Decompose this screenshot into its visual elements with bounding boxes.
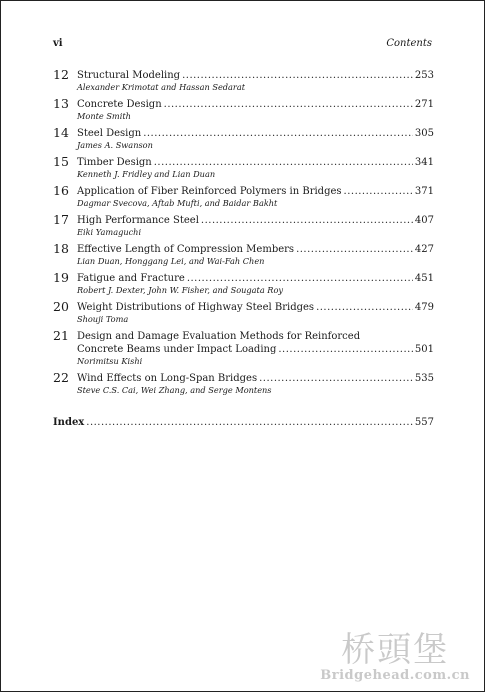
leader-dots (187, 272, 413, 285)
toc-entry[interactable] (53, 125, 434, 154)
chapter-title: Effective Length of Compression Members (77, 244, 295, 255)
toc-entry[interactable] (53, 183, 434, 212)
leader-dots (296, 243, 413, 256)
toc-entry[interactable] (53, 67, 434, 96)
chapter-authors: Dagmar Svecova, Aftab Mufti, and Baidar Bakht (77, 198, 278, 208)
chapter-title: Weight Distributions of Highway Steel Bridges (77, 302, 315, 313)
toc-entry[interactable] (53, 241, 434, 270)
chapter-authors: Monte Smith (77, 111, 131, 121)
page-ref: 253 (414, 70, 434, 81)
chapter-number: 13 (53, 96, 69, 111)
toc-entry[interactable] (53, 370, 434, 399)
toc-entry[interactable] (53, 270, 434, 299)
watermark-site: Bridgehead.com.cn (320, 668, 470, 683)
page-ref: 341 (414, 157, 434, 168)
chapter-authors: Kenneth J. Fridley and Lian Duan (77, 169, 216, 179)
chapter-authors: Eiki Yamaguchi (77, 227, 142, 237)
page-ref: 501 (414, 344, 434, 355)
leader-dots (182, 69, 413, 82)
table-of-contents (53, 67, 434, 399)
page-number-header: vi (53, 38, 63, 49)
leader-dots (86, 416, 413, 429)
chapter-authors: Alexander Krimotat and Hassan Sedarat (77, 82, 245, 92)
chapter-title: Timber Design (77, 157, 152, 168)
index-page-ref: 557 (414, 417, 434, 428)
chapter-title: Wind Effects on Long-Span Bridges (77, 373, 258, 384)
leader-dots (278, 343, 413, 356)
toc-entry[interactable] (53, 96, 434, 125)
page-ref: 271 (414, 99, 434, 110)
chapter-authors: Norimitsu Kishi (77, 356, 143, 366)
chapter-number: 19 (53, 270, 69, 285)
leader-dots (143, 127, 413, 140)
page-ref: 407 (414, 215, 434, 226)
chapter-number: 12 (53, 67, 69, 82)
page-ref: 451 (414, 273, 434, 284)
page-ref: 427 (414, 244, 434, 255)
chapter-number: 18 (53, 241, 69, 256)
chapter-authors: James A. Swanson (77, 140, 153, 150)
chapter-authors: Steve C.S. Cai, Wei Zhang, and Serge Montens (77, 385, 272, 395)
toc-entry[interactable] (53, 212, 434, 241)
index-label: Index (53, 417, 85, 428)
page-ref: 535 (414, 373, 434, 384)
chapter-title: Fatigue and Fracture (77, 273, 185, 284)
chapter-number: 16 (53, 183, 69, 198)
chapter-title: Steel Design (77, 128, 142, 139)
site-watermark (320, 632, 470, 683)
running-title: Contents (386, 38, 432, 49)
chapter-title: Concrete Design (77, 99, 162, 110)
toc-index-entry[interactable] (53, 416, 434, 429)
leader-dots (164, 98, 413, 111)
chapter-title-line1: Design and Damage Evaluation Methods for Reinforced (77, 331, 361, 342)
chapter-number: 20 (53, 299, 69, 314)
toc-entry[interactable] (53, 154, 434, 183)
leader-dots (316, 301, 413, 314)
leader-dots (259, 372, 413, 385)
chapter-title: High Performance Steel (77, 215, 199, 226)
chapter-number: 21 (53, 328, 69, 343)
chapter-number: 17 (53, 212, 69, 227)
chapter-number: 22 (53, 370, 69, 385)
toc-entry[interactable] (53, 328, 434, 370)
chapter-number: 15 (53, 154, 69, 169)
watermark-chinese: 桥頭堡 (341, 630, 450, 670)
leader-dots (201, 214, 413, 227)
chapter-authors: Shouji Toma (77, 314, 129, 324)
chapter-title: Structural Modeling (77, 70, 181, 81)
toc-entry[interactable] (53, 299, 434, 328)
page-ref: 371 (414, 186, 434, 197)
chapter-authors: Robert J. Dexter, John W. Fisher, and Sougata Roy (77, 285, 284, 295)
leader-dots (344, 185, 413, 198)
chapter-title: Application of Fiber Reinforced Polymers in Bridges (77, 186, 342, 197)
chapter-authors: Lian Duan, Honggang Lei, and Wai-Fah Chen (77, 256, 265, 266)
page-ref: 305 (414, 128, 434, 139)
page-ref: 479 (414, 302, 434, 313)
chapter-number: 14 (53, 125, 69, 140)
chapter-title: Concrete Beams under Impact Loading (77, 344, 277, 355)
leader-dots (154, 156, 413, 169)
